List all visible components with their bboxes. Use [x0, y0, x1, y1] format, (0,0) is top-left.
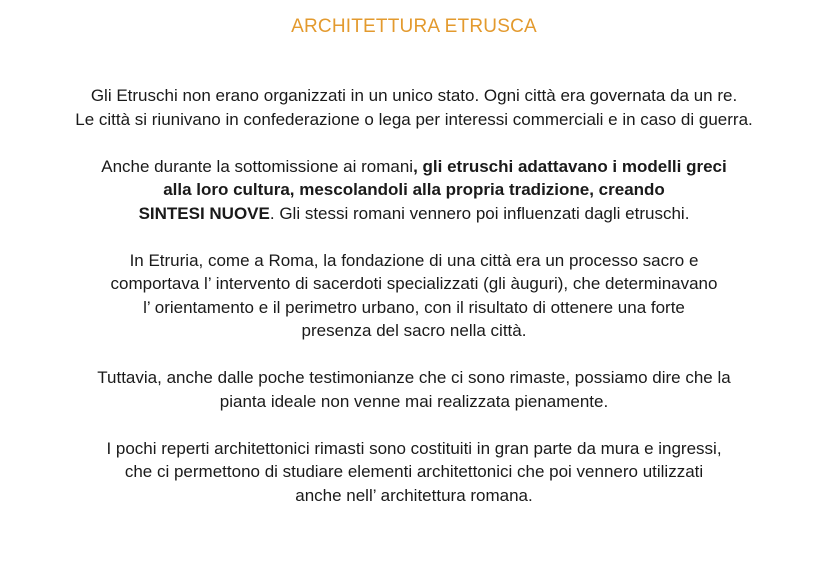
text-line: pianta ideale non venne mai realizzata pienamente. — [219, 391, 609, 411]
text-line: I pochi reperti architettonici rimasti sono costituiti in gran parte da mura e ingressi, — [106, 438, 722, 458]
text-line: presenza del sacro nella città. — [301, 321, 527, 340]
slide-body — [30, 84, 798, 531]
text-bold: , gli etruschi adattavano i modelli greci — [413, 156, 727, 176]
text-line: comportava l’ intervento di sacerdoti specializzati (gli àuguri), che determinavano — [110, 274, 718, 293]
slide-title: ARCHITETTURA ETRUSCA — [291, 16, 537, 37]
text-line: In Etruria, come a Roma, la fondazione di una città era un processo sacro e — [129, 250, 699, 270]
text-bold: alla loro cultura, mescolandoli alla propria tradizione, creando — [163, 180, 665, 199]
text-line: Le città si riunivano in confederazione o lega per interessi commerciali e in caso di guerra. — [75, 109, 753, 129]
paragraph-government — [30, 84, 798, 131]
text-line — [30, 202, 798, 226]
paragraph-remains — [30, 437, 798, 508]
text-line: l’ orientamento e il perimetro urbano, con il risultato di ottenere una forte — [143, 297, 685, 317]
text-line: Gli Etruschi non erano organizzati in un unico stato. Ogni città era governata da un re. — [90, 86, 738, 105]
text-plain: . Gli stessi romani vennero poi influenzati dagli etruschi. — [269, 203, 690, 223]
text-line: che ci permettono di studiare elementi architettonici che poi vennero utilizzati — [124, 462, 704, 481]
paragraph-city-founding — [30, 249, 798, 343]
text-plain: Anche durante la sottomissione ai romani — [101, 156, 414, 176]
text-line: Tuttavia, anche dalle poche testimonianze che ci sono rimaste, possiamo dire che la — [97, 368, 731, 387]
paragraph-roman-influence — [30, 155, 798, 226]
paragraph-ideal-plan — [30, 366, 798, 413]
text-line — [30, 178, 798, 202]
text-bold: SINTESI NUOVE — [138, 203, 270, 223]
text-line: anche nell’ architettura romana. — [295, 485, 533, 505]
text-line — [30, 155, 798, 179]
